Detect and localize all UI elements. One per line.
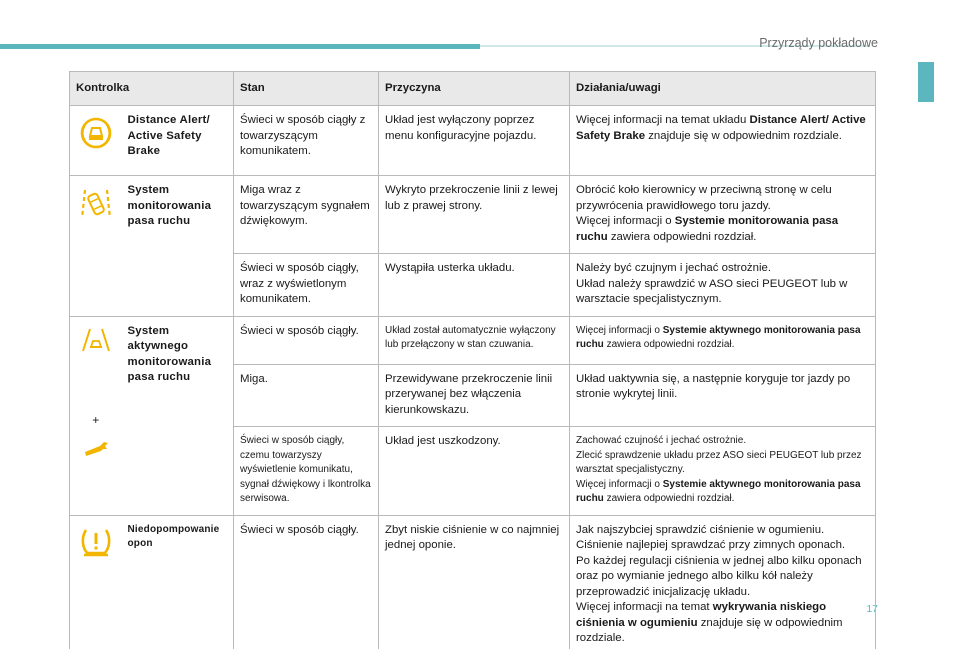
- active-lane-keeping-icon: [81, 327, 111, 353]
- action-text: Jak najszybciej sprawdzić ciśnienie w ogumieniu. Ciśnienie najlepiej sprawdzać przy zimnych oponach. Po każdej regulacji ciśnienia w jednej albo kilku oponach oraz po wymianie jednego albo kilku kół należy przeprowadzić inicjalizację układu. Więcej informacji na temat wykrywania niskiego ciśnienia w ogumieniu znajduje się w odpowiednim rozdziale.: [570, 515, 876, 649]
- table-row: [70, 106, 876, 176]
- icon-cell: [70, 515, 122, 649]
- light-name: Distance Alert/ Active Safety Brake: [122, 106, 234, 176]
- light-name: Niedopompowanie opon: [122, 515, 234, 649]
- action-text: Układ uaktywnia się, a następnie koryguje tor jazdy po stronie wykrytej linii.: [570, 364, 876, 427]
- action-text: Należy być czujnym i jechać ostrożnie. Układ należy sprawdzić w ASO sieci PEUGEOT lub w warsztacie specjalistycznym.: [570, 254, 876, 317]
- cause-text: Układ jest uszkodzony.: [379, 427, 570, 516]
- state-text: Świeci w sposób ciągły.: [234, 316, 379, 364]
- cause-text: Układ jest wyłączony poprzez menu konfiguracyjne pojazdu.: [379, 106, 570, 176]
- icon-cell: [70, 176, 122, 317]
- cause-text: Przewidywane przekroczenie linii przerywanej bez włączenia kierunkowskazu.: [379, 364, 570, 427]
- table-row: [70, 316, 876, 364]
- wrench-icon: [82, 440, 110, 458]
- state-text: Świeci w sposób ciągły z towarzyszącym komunikatem.: [234, 106, 379, 176]
- action-text: Zachować czujność i jechać ostrożnie. Zlecić sprawdzenie układu przez ASO sieci PEUGEOT lub przez warsztat specjalistyczny. Więcej informacji o Systemie aktywnego monitorowania pasa ruchu zawiera odpowiedni rozdział.: [570, 427, 876, 516]
- cause-text: Wystąpiła usterka układu.: [379, 254, 570, 317]
- icon-cell: [70, 106, 122, 176]
- state-text: Świeci w sposób ciągły, wraz z wyświetlonym komunikatem.: [234, 254, 379, 317]
- plus-sign: +: [92, 412, 100, 427]
- cause-text: Układ został automatycznie wyłączony lub przełączony w stan czuwania.: [379, 316, 570, 364]
- distance-alert-icon: [79, 116, 113, 150]
- cause-text: Wykryto przekroczenie linii z lewej lub z prawej strony.: [379, 176, 570, 254]
- light-name: System aktywnego monitorowania pasa ruchu: [122, 316, 234, 515]
- section-title: Przyrządy pokładowe: [759, 36, 878, 50]
- state-text: Miga.: [234, 364, 379, 427]
- page-number: 17: [866, 603, 878, 615]
- col-header-kontrolka: Kontrolka: [70, 72, 234, 106]
- action-text: Obrócić koło kierownicy w przeciwną stronę w celu przywrócenia prawidłowego toru jazdy. Więcej informacji o Systemie monitorowania pasa ruchu zawiera odpowiedni rozdział.: [570, 176, 876, 254]
- header-accent-bar: [0, 44, 480, 49]
- light-name: System monitorowania pasa ruchu: [122, 176, 234, 317]
- tyre-pressure-icon: [79, 526, 113, 558]
- table-row: [70, 515, 876, 649]
- icon-cell: [70, 316, 122, 515]
- chapter-tab: [918, 62, 934, 102]
- cause-text: Zbyt niskie ciśnienie w co najmniej jednej oponie.: [379, 515, 570, 649]
- lane-departure-icon: [79, 186, 113, 222]
- state-text: Świeci w sposób ciągły, czemu towarzyszy wyświetlenie komunikatu, sygnał dźwiękowy i lkontrolka serwisowa.: [234, 427, 379, 516]
- col-header-dzialania: Działania/uwagi: [570, 72, 876, 106]
- state-text: Świeci w sposób ciągły.: [234, 515, 379, 649]
- col-header-stan: Stan: [234, 72, 379, 106]
- state-text: Miga wraz z towarzyszącym sygnałem dźwiękowym.: [234, 176, 379, 254]
- table-header-row: [70, 72, 876, 106]
- col-header-przyczyna: Przyczyna: [379, 72, 570, 106]
- action-text: Więcej informacji na temat układu Distance Alert/ Active Safety Brake znajduje się w odpowiednim rozdziale.: [570, 106, 876, 176]
- action-text: Więcej informacji o Systemie aktywnego monitorowania pasa ruchu zawiera odpowiedni rozdział.: [570, 316, 876, 364]
- warning-lights-table: [69, 71, 876, 649]
- table-row: [70, 176, 876, 254]
